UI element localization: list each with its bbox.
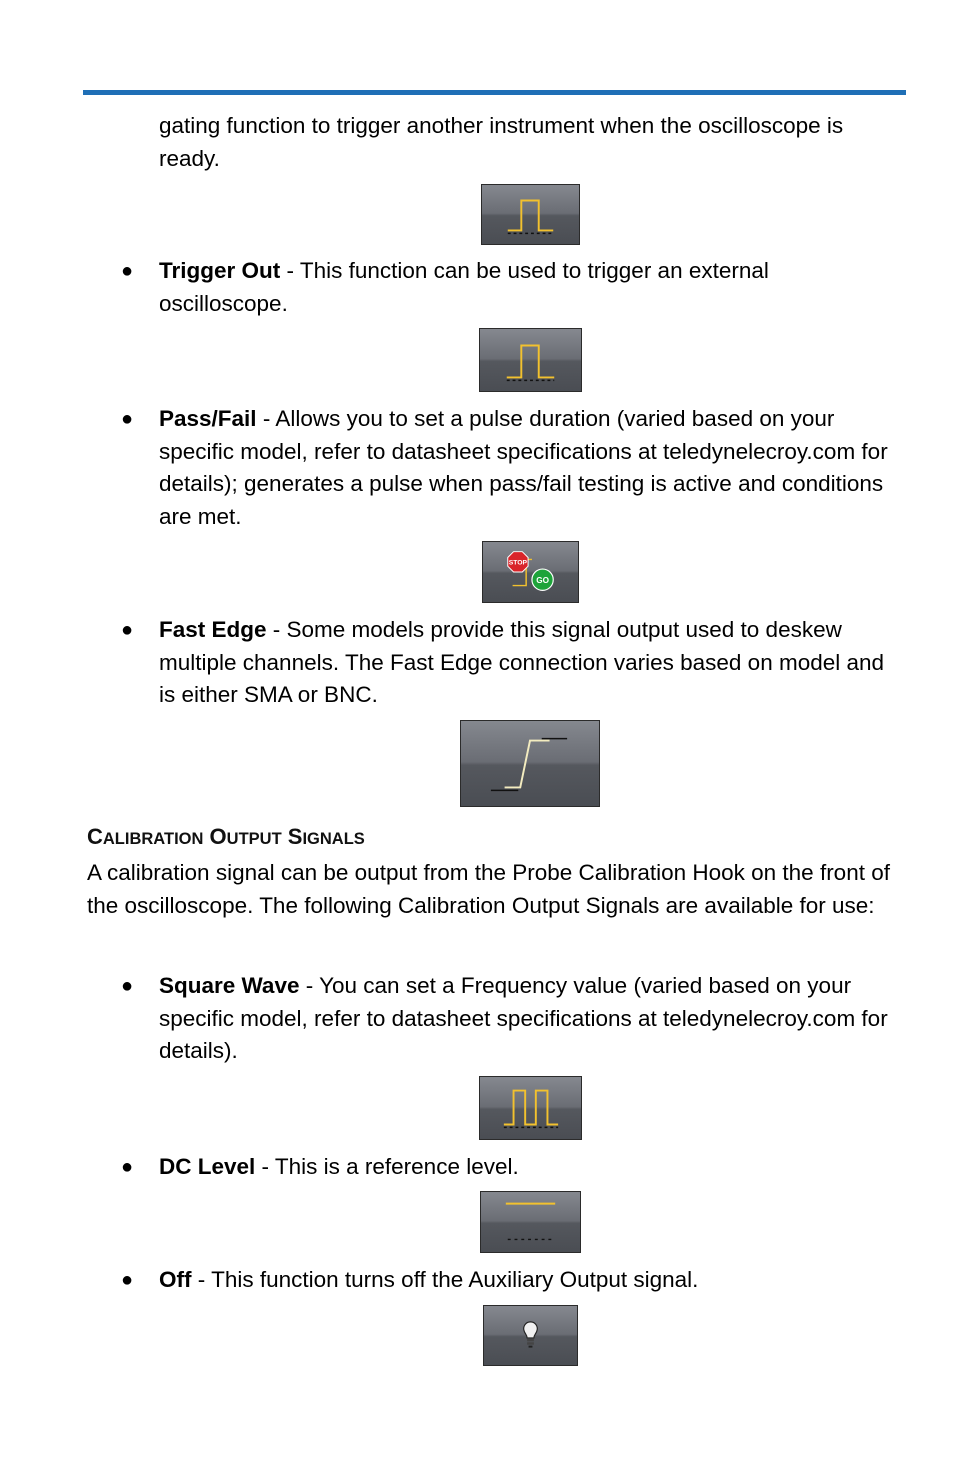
bullet: ●	[121, 1269, 134, 1291]
pulse-icon	[480, 329, 581, 391]
term: Pass/Fail	[159, 406, 257, 431]
bullet: ●	[121, 408, 134, 430]
square-wave-item	[159, 970, 899, 1068]
pass-fail-item	[159, 403, 899, 533]
stop-label: STOP	[508, 559, 528, 567]
desc: - Some models provide this signal output used to deskew multiple channels. The Fast Edge connection varies based on model and is either SMA or BNC.	[159, 617, 885, 707]
pass-fail-button[interactable]	[482, 541, 579, 603]
section-heading: CALIBRATION OUTPUT SIGNALS	[87, 824, 365, 849]
pulse-icon	[482, 185, 579, 244]
gating-pulse-button[interactable]	[481, 184, 580, 245]
bullet: ●	[121, 975, 134, 997]
dc-level-icon	[481, 1192, 580, 1252]
off-item	[159, 1264, 899, 1297]
lightbulb-icon	[484, 1306, 577, 1365]
desc: - This function turns off the Auxiliary Output signal.	[191, 1267, 699, 1292]
square-wave-button[interactable]	[479, 1076, 582, 1140]
dc-level-item	[159, 1151, 899, 1184]
desc: - This function can be used to trigger an external oscilloscope.	[159, 258, 769, 316]
bullet: ●	[121, 1156, 134, 1178]
trigger-out-button[interactable]	[479, 328, 582, 392]
desc: - Allows you to set a pulse duration (varied based on your specific model, refer to datasheet specifications at teledynelecroy.com for details); generates a pulse when pass/fail testing is active and conditions are met.	[159, 406, 888, 529]
bullet: ●	[121, 260, 134, 282]
trigger-out-item	[159, 255, 899, 320]
desc: - You can set a Frequency value (varied based on your specific model, refer to datasheet specifications at teledynelecroy.com for details).	[159, 973, 888, 1063]
term: DC Level	[159, 1154, 256, 1179]
go-label: GO	[536, 576, 549, 586]
section-intro: A calibration signal can be output from the Probe Calibration Hook on the front of the oscilloscope. The following Calibration Output Signals are available for use:	[87, 860, 890, 918]
term: Fast Edge	[159, 617, 267, 642]
intro-paragraph: gating function to trigger another instrument when the oscilloscope is ready.	[159, 113, 844, 171]
fast-edge-button[interactable]	[460, 720, 600, 807]
fast-edge-icon	[461, 721, 599, 806]
stop-go-icon	[483, 542, 578, 602]
term: Trigger Out	[159, 258, 281, 283]
term: Off	[159, 1267, 192, 1292]
dc-level-button[interactable]	[480, 1191, 581, 1253]
header-rule	[83, 90, 906, 95]
off-button[interactable]	[483, 1305, 578, 1366]
bullet: ●	[121, 619, 134, 641]
square-wave-icon	[480, 1077, 581, 1139]
fast-edge-item	[159, 614, 899, 712]
desc: - This is a reference level.	[255, 1154, 519, 1179]
term: Square Wave	[159, 973, 300, 998]
